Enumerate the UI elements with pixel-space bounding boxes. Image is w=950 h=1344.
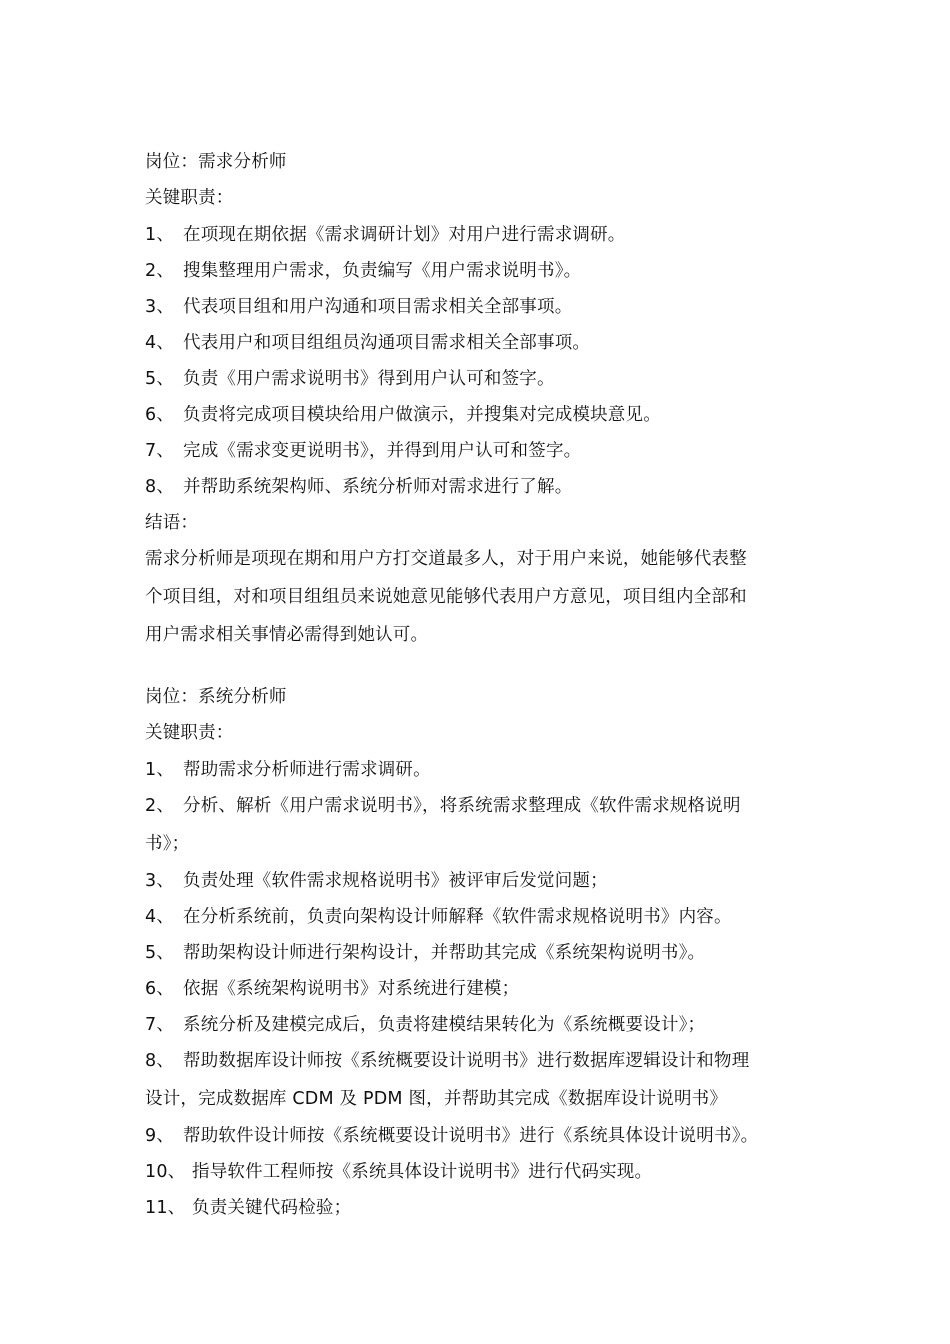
duty-number: 7、 <box>145 441 175 461</box>
duty-item <box>145 476 572 498</box>
duty-text: 代表项目组和用户沟通和项目需求相关全部事项。 <box>183 297 573 317</box>
duty-item <box>145 759 431 781</box>
duty-item <box>145 795 741 817</box>
duty-number: 6、 <box>145 979 175 999</box>
duty-number: 8、 <box>145 1051 175 1071</box>
duty-text: 帮助需求分析师进行需求调研。 <box>183 760 431 780</box>
duty-number: 1、 <box>145 225 175 245</box>
duty-number: 7、 <box>145 1015 175 1035</box>
duty-item <box>145 1050 749 1072</box>
duty-continuation: 设计，完成数据库 CDM 及 PDM 图，并帮助其完成《数据库设计说明书》 <box>145 1089 728 1109</box>
duty-item <box>145 906 732 928</box>
duty-text: 完成《需求变更说明书》，并得到用户认可和签字。 <box>183 441 582 461</box>
section1-position-title: 岗位：需求分析师 <box>145 152 287 172</box>
duty-item <box>145 440 581 462</box>
duty-number: 11、 <box>145 1198 186 1218</box>
duty-text: 搜集整理用户需求，负责编写《用户需求说明书》。 <box>183 261 582 281</box>
conclusion-line: 用户需求相关事情必需得到她认可。 <box>145 625 429 645</box>
duty-item <box>145 942 705 964</box>
duty-number: 4、 <box>145 333 175 353</box>
duty-text: 负责处理《软件需求规格说明书》被评审后发觉问题； <box>183 871 608 891</box>
conclusion-line: 个项目组，对和项目组组员来说她意见能够代表用户方意见，项目组内全部和 <box>145 587 747 607</box>
duty-item <box>145 1197 351 1219</box>
duty-text: 指导软件工程师按《系统具体设计说明书》进行代码实现。 <box>192 1162 653 1182</box>
duty-item <box>145 260 581 282</box>
conclusion-line: 需求分析师是项现在期和用户方打交道最多人，对于用户来说，她能够代表整 <box>145 549 747 569</box>
duty-text: 帮助数据库设计师按《系统概要设计说明书》进行数据库逻辑设计和物理 <box>183 1051 750 1071</box>
duty-number: 6、 <box>145 405 175 425</box>
duty-number: 9、 <box>145 1126 175 1146</box>
duty-text: 并帮助系统架构师、系统分析师对需求进行了解。 <box>183 477 573 497</box>
duty-item <box>145 404 661 426</box>
duty-number: 5、 <box>145 943 175 963</box>
duty-item <box>145 870 608 892</box>
section2-duties-heading: 关键职责： <box>145 723 234 743</box>
duty-number: 3、 <box>145 871 175 891</box>
duty-item <box>145 224 626 246</box>
duty-text: 负责将完成项目模块给用户做演示，并搜集对完成模块意见。 <box>183 405 661 425</box>
duty-item <box>145 332 590 354</box>
duty-item <box>145 978 519 1000</box>
duty-number: 2、 <box>145 261 175 281</box>
section1-conclusion-heading: 结语： <box>145 513 199 533</box>
duty-number: 2、 <box>145 796 175 816</box>
duty-text: 代表用户和项目组组员沟通项目需求相关全部事项。 <box>183 333 591 353</box>
section2-position-title: 岗位：系统分析师 <box>145 687 287 707</box>
duty-number: 3、 <box>145 297 175 317</box>
duty-number: 5、 <box>145 369 175 389</box>
duty-text: 负责关键代码检验； <box>192 1198 352 1218</box>
duty-item <box>145 1125 758 1147</box>
duty-text: 在项现在期依据《需求调研计划》对用户进行需求调研。 <box>183 225 626 245</box>
duty-text: 系统分析及建模完成后，负责将建模结果转化为《系统概要设计》； <box>183 1015 706 1035</box>
duty-text: 负责《用户需求说明书》得到用户认可和签字。 <box>183 369 555 389</box>
section1-duties-heading: 关键职责： <box>145 188 234 208</box>
duty-item <box>145 1161 652 1183</box>
duty-number: 8、 <box>145 477 175 497</box>
duty-text: 分析、解析《用户需求说明书》，将系统需求整理成《软件需求规格说明 <box>183 796 741 816</box>
duty-text: 帮助软件设计师按《系统概要设计说明书》进行《系统具体设计说明书》。 <box>183 1126 759 1146</box>
duty-item <box>145 1014 705 1036</box>
duty-item <box>145 368 555 390</box>
duty-number: 4、 <box>145 907 175 927</box>
duty-item <box>145 296 572 318</box>
duty-text: 在分析系统前，负责向架构设计师解释《软件需求规格说明书》内容。 <box>183 907 732 927</box>
duty-number: 1、 <box>145 760 175 780</box>
duty-text: 帮助架构设计师进行架构设计，并帮助其完成《系统架构说明书》。 <box>183 943 706 963</box>
duty-number: 10、 <box>145 1162 186 1182</box>
duty-text: 依据《系统架构说明书》对系统进行建模； <box>183 979 520 999</box>
duty-continuation: 书》； <box>145 834 190 854</box>
